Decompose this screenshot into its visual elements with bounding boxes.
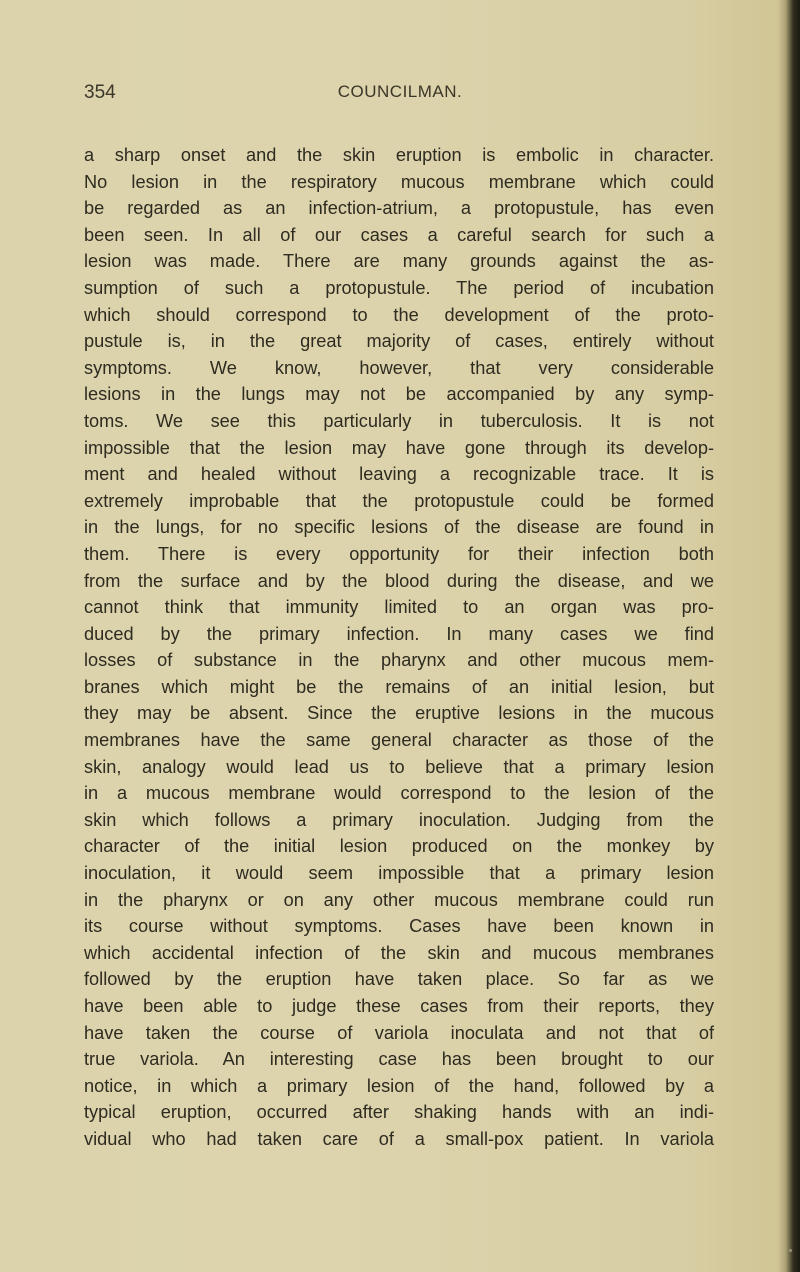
text-line: be regarded as an infection-atrium, a protopustule, has even (84, 198, 714, 219)
text-line: them. There is every opportunity for their infection both (84, 543, 714, 564)
text-line: true variola. An interesting case has been brought to our (84, 1049, 714, 1070)
text-line: cannot think that immunity limited to an organ was pro- (84, 597, 714, 618)
text-line: branes which might be the remains of an initial lesion, but (84, 676, 714, 697)
text-line: No lesion in the respiratory mucous membrane which could (84, 171, 714, 192)
text-line: membranes have the same general character as those of the (84, 730, 714, 751)
text-line: toms. We see this particularly in tuberculosis. It is not (84, 410, 714, 431)
running-head: COUNCILMAN. (337, 82, 463, 101)
text-line: a sharp onset and the skin eruption is embolic in character. (84, 145, 714, 165)
text-line: which accidental infection of the skin and mucous membranes (84, 942, 714, 963)
body-paragraph (84, 142, 714, 1153)
text-line: lesion was made. There are many grounds against the as- (84, 251, 714, 272)
text-line: been seen. In all of our cases a careful search for such a (84, 224, 714, 245)
text-line: lesions in the lungs may not be accompanied by any symp- (84, 384, 714, 405)
paper-speck (789, 1249, 792, 1252)
page-number: 354 (84, 82, 116, 103)
text-line: have been able to judge these cases from their reports, they (84, 996, 714, 1016)
text-line: symptoms. We know, however, that very considerable (84, 357, 714, 378)
text-line: have taken the course of variola inoculata and not that of (84, 1022, 714, 1043)
text-line: inoculation, it would seem impossible that a primary lesion (84, 863, 714, 884)
text-line: in the lungs, for no specific lesions of the disease are found in (84, 517, 714, 538)
text-line: extremely improbable that the protopustule could be formed (84, 490, 714, 511)
text-line: its course without symptoms. Cases have been known in (84, 916, 714, 937)
text-line: in the pharynx or on any other mucous membrane could run (84, 889, 714, 910)
text-line: ment and healed without leaving a recognizable trace. It is (84, 464, 714, 485)
text-line: character of the initial lesion produced on the monkey by (84, 836, 714, 857)
text-line: duced by the primary infection. In many cases we find (84, 623, 714, 644)
text-line: from the surface and by the blood during the disease, and we (84, 570, 714, 591)
text-line: they may be absent. Since the eruptive lesions in the mucous (84, 703, 714, 724)
text-line: in a mucous membrane would correspond to the lesion of the (84, 783, 714, 804)
text-line: losses of substance in the pharynx and other mucous mem- (84, 650, 714, 671)
text-line: pustule is, in the great majority of cases, entirely without (84, 331, 714, 352)
text-line: followed by the eruption have taken place. So far as we (84, 969, 714, 990)
text-line: impossible that the lesion may have gone through its develop- (84, 437, 714, 458)
text-line: vidual who had taken care of a small-pox patient. In variola (84, 1128, 714, 1149)
text-line: skin, analogy would lead us to believe that a primary lesion (84, 756, 714, 777)
text-line: which should correspond to the development of the proto- (84, 304, 714, 325)
page-edge-shadow (778, 0, 800, 1272)
text-line: typical eruption, occurred after shaking hands with an indi- (84, 1102, 714, 1123)
text-line: notice, in which a primary lesion of the hand, followed by a (84, 1075, 714, 1096)
text-line: sumption of such a protopustule. The period of incubation (84, 277, 714, 298)
text-line: skin which follows a primary inoculation. Judging from the (84, 809, 714, 830)
page-header (0, 82, 800, 112)
